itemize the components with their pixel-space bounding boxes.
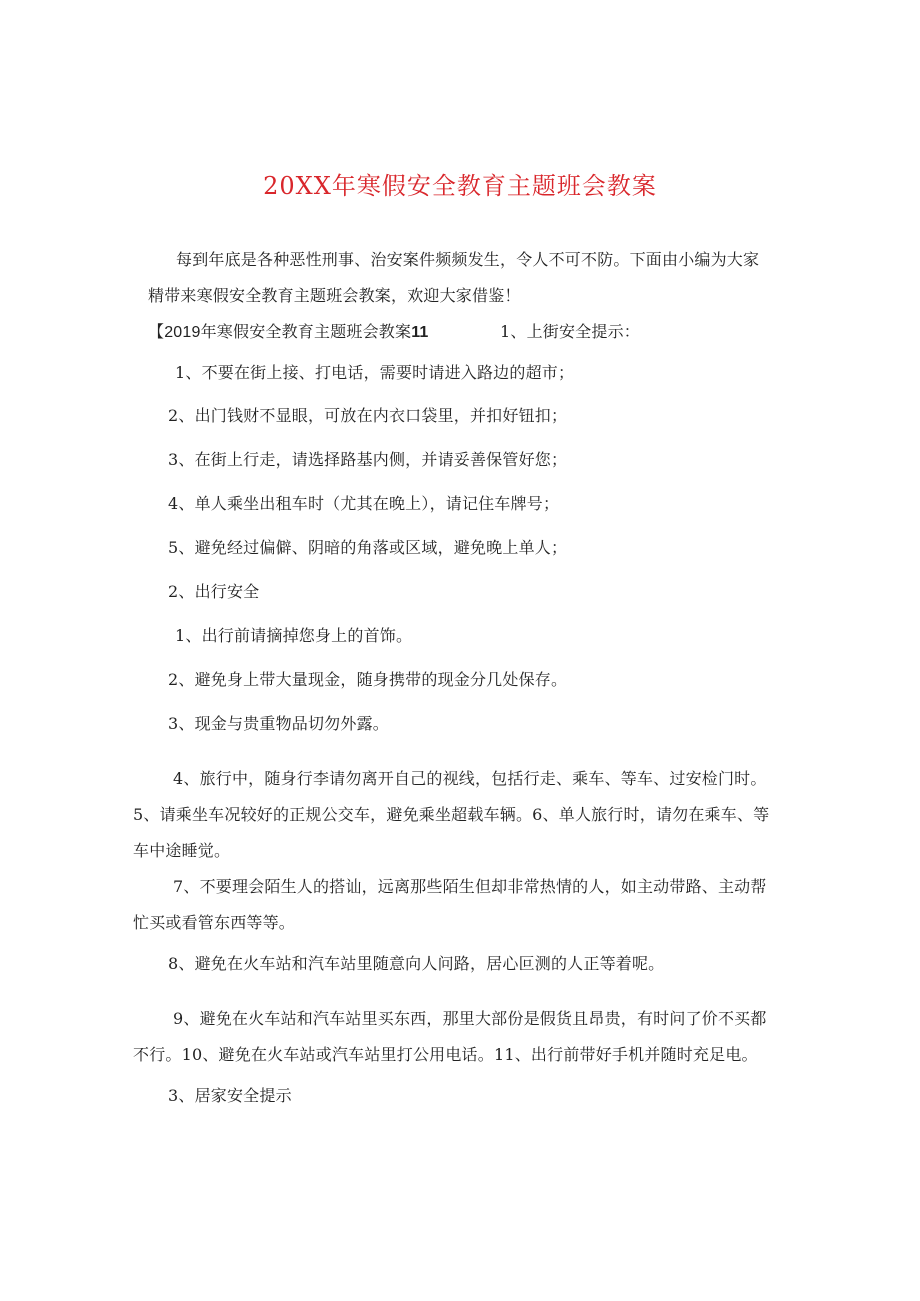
street-item-4: 4、单人乘坐出租车时（尤其在晚上），请记住车牌号； (168, 494, 560, 513)
para-9-line-1: 9、避免在火车站和汽车站里买东西，那里大部份是假货且昂贵，有时问了价不买都 (173, 1009, 767, 1028)
travel-item-1: 1、出行前请摘掉您身上的首饰。 (175, 626, 413, 645)
heading-year: 2019 (164, 324, 201, 341)
street-item-2: 2、出门钱财不显眼，可放在内衣口袋里，并扣好钮扣； (168, 406, 568, 425)
lesson-heading (148, 322, 429, 343)
intro-line-1: 每到年底是各种恶性刑事、治安案件频频发生，令人不可不防。下面由小编为大家 (176, 250, 760, 269)
street-item-5: 5、避免经过偏僻、阴暗的角落或区域，避免晚上单人； (168, 538, 568, 557)
para-7-line-2: 忙买或看管东西等等。 (133, 913, 296, 932)
para-4-line-1: 4、旅行中，随身行李请勿离开自己的视线，包括行走、乘车、等车、过安检门时。 (173, 769, 767, 788)
intro-line-2: 精带来寒假安全教育主题班会教案，欢迎大家借鉴！ (148, 286, 521, 305)
section-2-title: 2、出行安全 (168, 582, 260, 601)
travel-item-2: 2、避免身上带大量现金，随身携带的现金分几处保存。 (168, 670, 568, 689)
section-3-title: 3、居家安全提示 (168, 1086, 292, 1105)
heading-text: 年寒假安全教育主题班会教案 (200, 322, 412, 341)
heading-number: 11 (411, 324, 429, 341)
para-8: 8、避免在火车站和汽车站里随意向人问路，居心叵测的人正等着呢。 (168, 954, 665, 973)
heading-bracket: 【 (148, 322, 165, 341)
street-item-3: 3、在街上行走，请选择路基内侧，并请妥善保管好您； (168, 450, 568, 469)
document-title: 20XX年寒假安全教育主题班会教案 (263, 172, 657, 200)
para-4-line-3: 车中途睡觉。 (133, 841, 231, 860)
travel-item-3: 3、现金与贵重物品切勿外露。 (168, 714, 389, 733)
para-9-line-2: 不行。10、避免在火车站或汽车站里打公用电话。11、出行前带好手机并随时充足电。 (133, 1045, 758, 1064)
section-1-title: 1、上街安全提示： (500, 322, 640, 341)
street-item-1: 1、不要在街上接、打电话，需要时请进入路边的超市； (175, 363, 575, 382)
para-7-line-1: 7、不要理会陌生人的搭讪，远离那些陌生但却非常热情的人，如主动带路、主动帮 (173, 877, 767, 896)
para-4-line-2: 5、请乘坐车况较好的正规公交车，避免乘坐超载车辆。6、单人旅行时，请勿在乘车、等 (133, 805, 770, 824)
